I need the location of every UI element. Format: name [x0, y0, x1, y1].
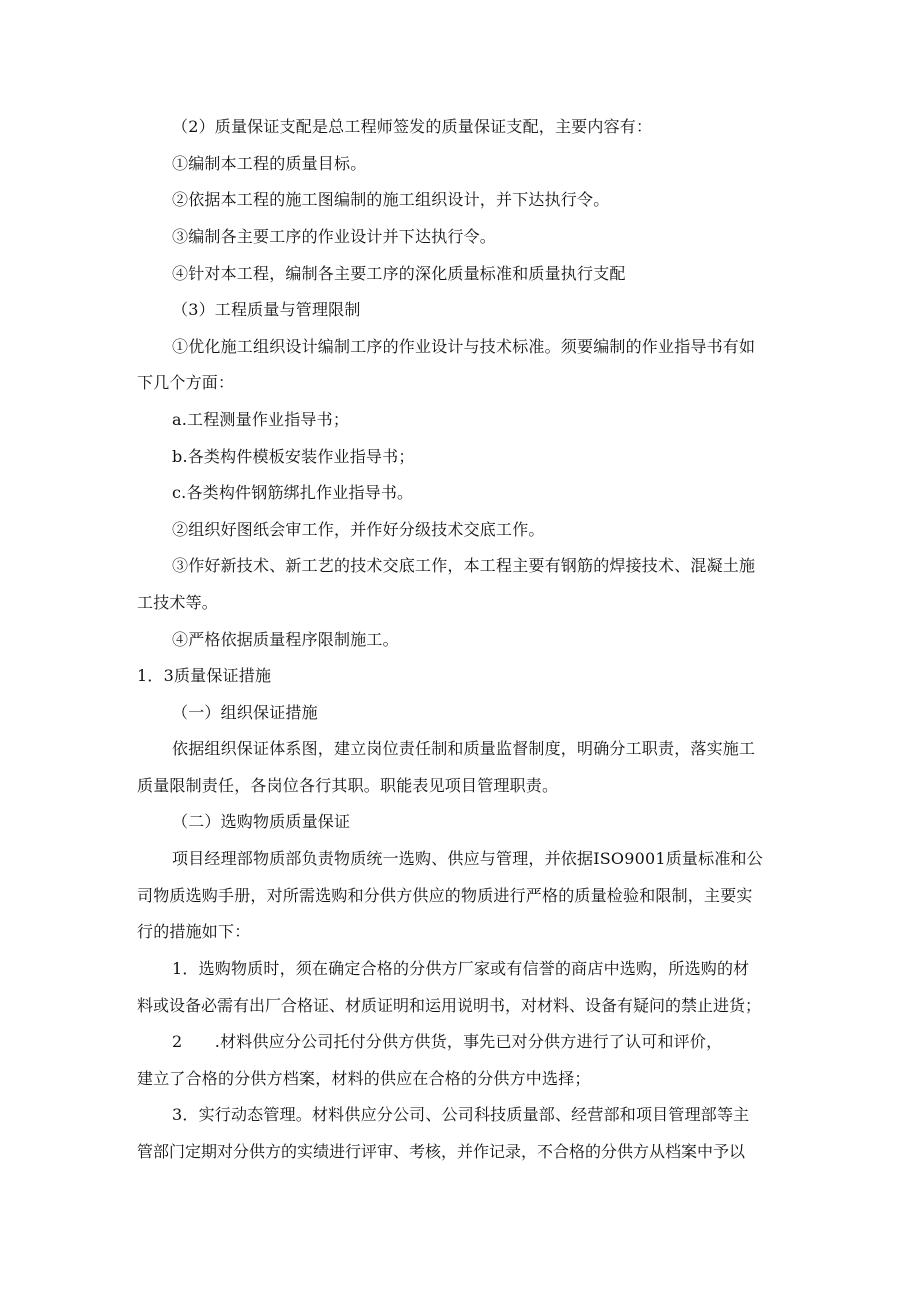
body-text-line: 料或设备必需有出厂合格证、材质证明和运用说明书，对材料、设备有疑问的禁止进货； [137, 996, 762, 1015]
body-text-line: 下几个方面： [137, 373, 235, 392]
section-heading: 1．3质量保证措施 [137, 666, 272, 685]
list-item: a.工程测量作业指导书； [172, 410, 350, 429]
list-item: ④严格依据质量程序限制施工。 [172, 630, 399, 649]
list-item: ③编制各主要工序的作业设计并下达执行令。 [172, 227, 497, 246]
body-text-line: 管部门定期对分供方的实绩进行评审、考核，并作记录，不合格的分供方从档案中予以 [137, 1142, 746, 1161]
body-text-line: ①优化施工组织设计编制工序的作业设计与技术标准。须要编制的作业指导书有如 [172, 337, 756, 356]
paragraph-heading-quality-control: （3）工程质量与管理限制 [172, 300, 361, 319]
subsection-heading: （二）选购物质质量保证 [172, 812, 351, 831]
body-text-line: 工技术等。 [137, 593, 219, 612]
body-text-line: 依据组织保证体系图，建立岗位责任制和质量监督制度，明确分工职责，落实施工 [172, 739, 756, 758]
list-item: c.各类构件钢筋绑扎作业指导书。 [172, 483, 414, 502]
body-text-line: 行的措施如下： [137, 922, 251, 941]
body-text-line: 建立了合格的分供方档案，材料的供应在合格的分供方中选择； [137, 1069, 591, 1088]
list-item: 3．实行动态管理。材料供应分公司、公司科技质量部、经营部和项目管理部等主 [172, 1105, 750, 1124]
list-item: ②依据本工程的施工图编制的施工组织设计，并下达执行令。 [172, 190, 610, 209]
list-item: ①编制本工程的质量目标。 [172, 154, 367, 173]
list-item: 2 .材料供应分公司托付分供方供货，事先已对分供方进行了认可和评价， [172, 1032, 723, 1051]
list-item: ④针对本工程，编制各主要工序的深化质量标准和质量执行支配 [172, 264, 626, 283]
subsection-heading: （一）组织保证措施 [172, 703, 318, 722]
list-item: 1．选购物质时，须在确定合格的分供方厂家或有信誉的商店中选购，所选购的材 [172, 959, 750, 978]
list-item: ②组织好图纸会审工作，并作好分级技术交底工作。 [172, 520, 545, 539]
body-text-line: ③作好新技术、新工艺的技术交底工作，本工程主要有钢筋的焊接技术、混凝土施 [172, 556, 756, 575]
paragraph-heading-quality-plan: （2）质量保证支配是总工程师签发的质量保证支配，主要内容有： [172, 117, 653, 136]
body-text-line: 质量限制责任，各岗位各行其职。职能表见项目管理职责。 [137, 776, 559, 795]
list-item: b.各类构件模板安装作业指导书； [172, 447, 415, 466]
body-text-line: 项目经理部物质部负责物质统一选购、供应与管理，并依据ISO9001质量标准和公 [172, 849, 763, 868]
body-text-line: 司物质选购手册，对所需选购和分供方供应的物质进行严格的质量检验和限制，主要实 [137, 886, 753, 905]
